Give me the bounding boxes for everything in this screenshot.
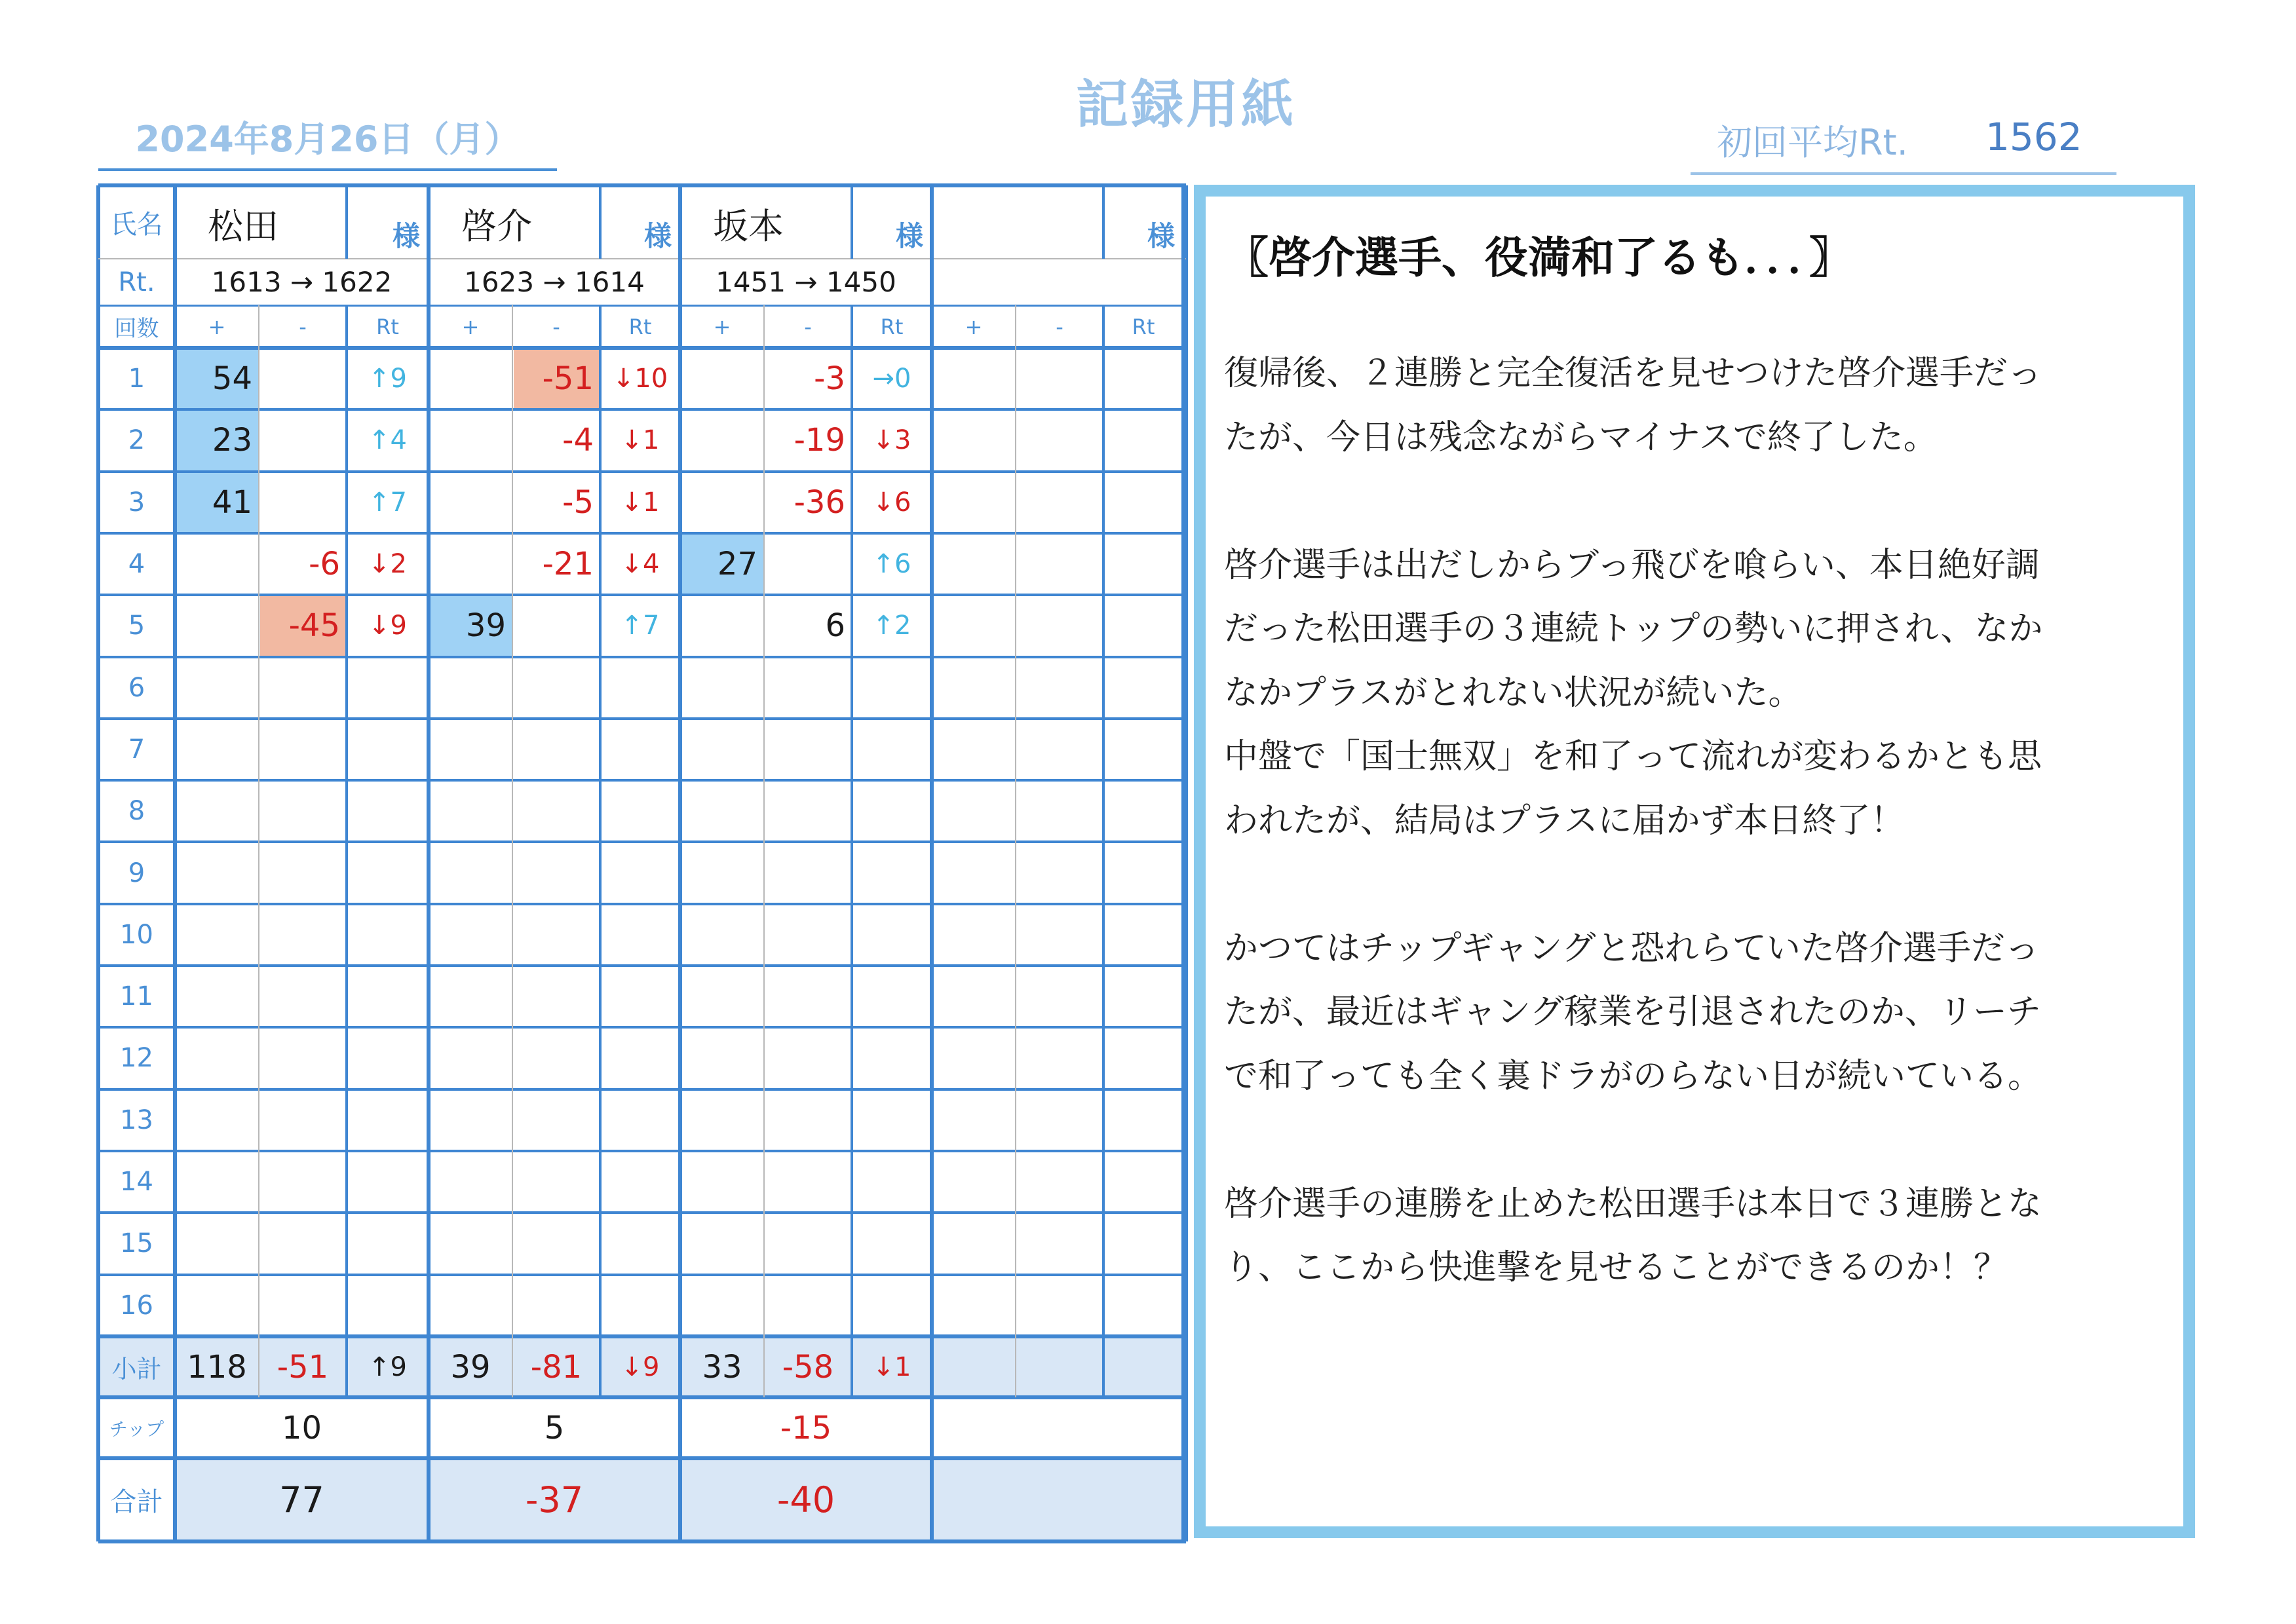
rating-change: ↓10 [612, 364, 668, 394]
comment-line: で和了っても全く裏ドラがのらない日が続いている。 [1224, 1056, 2042, 1096]
minus-header: - [804, 314, 812, 339]
chip-label: チップ [109, 1418, 164, 1440]
subtotal-minus: -58 [782, 1348, 834, 1386]
round-number: 6 [128, 672, 145, 703]
rating-label: Rt. [118, 267, 155, 297]
comment-line: 啓介選手の連勝を止めた松田選手は本日で３連勝とな [1224, 1184, 2042, 1224]
player-name: 坂本 [713, 205, 784, 247]
player-name: 啓介 [461, 205, 532, 247]
player-rating: 1623 → 1614 [464, 266, 645, 298]
minus-header: - [299, 314, 307, 339]
rt-header: Rt [1132, 314, 1155, 339]
minus-column-line [1015, 305, 1016, 1397]
rt-header: Rt [628, 314, 652, 339]
comment-line: り、ここから快進撃を見せることができるのか！？ [1224, 1248, 2008, 1287]
rounds-label: 回数 [114, 316, 159, 342]
round-number: 4 [128, 549, 145, 580]
round-row-line [98, 1274, 1186, 1276]
plus-score: 23 [212, 422, 252, 459]
rating-change: ↑6 [872, 549, 911, 580]
minus-score: -19 [794, 422, 845, 459]
table-top-border [98, 183, 1186, 187]
rating-change: ↓3 [872, 425, 911, 456]
round-number: 7 [128, 734, 145, 765]
comment-line [1224, 1108, 2174, 1173]
subtotal-label: 小計 [111, 1355, 162, 1384]
round-row-line [98, 964, 1186, 967]
rating-change: ↑7 [621, 611, 660, 641]
minus-score: -6 [309, 546, 340, 583]
record-date: 2024年8月26日（月） [98, 111, 557, 171]
comment-line: われたが、結局はプラスに届かず本日終了！ [1224, 801, 1905, 840]
plus-score: 41 [212, 483, 252, 521]
plus-header: + [208, 314, 226, 339]
round-number: 13 [120, 1105, 153, 1135]
comment-line: 中盤で「国士無双」を和了って流れが変わるかとも思 [1224, 737, 2042, 776]
round-number: 14 [120, 1167, 153, 1198]
round-row-line [98, 840, 1186, 843]
subtotal-minus: -51 [277, 1348, 329, 1386]
subtotal-plus: 118 [187, 1348, 247, 1386]
score-table [98, 185, 1186, 1541]
average-rating-label: 初回平均Rt. [1717, 122, 1908, 163]
total-value: -40 [776, 1479, 835, 1520]
rating-change: ↓9 [368, 611, 407, 641]
player-name [965, 191, 1109, 256]
rating-change: ↑9 [368, 364, 407, 394]
chip-value: 5 [544, 1409, 565, 1446]
rating-change: ↓1 [621, 425, 660, 456]
subtotal-rating-change: ↑9 [368, 1351, 407, 1382]
round-number: 5 [128, 611, 145, 641]
comment-line: 啓介選手は出だしからブっ飛びを喰らい、本日絶好調 [1224, 545, 2040, 585]
comment-line: たが、最近はギャング稼業を引退されたのか、リーチ [1224, 992, 2041, 1032]
rating-change: ↓4 [621, 549, 660, 580]
player-rating: 1451 → 1450 [716, 266, 896, 298]
plus-header: + [461, 314, 480, 339]
comment-body [1224, 342, 2174, 1300]
comment-line: だった松田選手の３連続トップの勢いに押され、なか [1224, 609, 2043, 649]
round-number: 12 [120, 1043, 153, 1074]
comment-headline: 〖啓介選手、役満和了るも．．．〗 [1225, 233, 1852, 283]
rating-change: ↓6 [872, 487, 911, 518]
round-row-line [98, 779, 1186, 782]
rt-header: Rt [376, 314, 399, 339]
round-number: 2 [128, 425, 145, 456]
sama-label: 様 [392, 220, 420, 252]
rating-change: →0 [872, 364, 911, 394]
minus-score: -36 [794, 483, 845, 521]
rating-change: ↓2 [368, 549, 407, 580]
sama-label: 様 [895, 220, 923, 252]
plus-header: + [965, 314, 983, 339]
round-row-line [98, 1211, 1186, 1214]
minus-score: -5 [562, 483, 594, 521]
plus-score: 54 [212, 360, 252, 398]
round-row-line [98, 903, 1186, 905]
page-title: 記録用紙 [1076, 74, 1296, 135]
subtotal-rating-change: ↓9 [621, 1351, 660, 1382]
total-value: 77 [279, 1479, 324, 1520]
plus-score: 39 [465, 607, 506, 645]
round-number: 8 [128, 796, 145, 827]
minus-score: -4 [562, 422, 594, 459]
plus-header: + [713, 314, 731, 339]
total-value: -37 [525, 1479, 584, 1520]
name-label: 氏名 [110, 209, 163, 240]
sama-label: 様 [1147, 220, 1175, 252]
round-row-line [98, 1026, 1186, 1029]
minus-header: - [1056, 314, 1063, 339]
round-number: 3 [128, 487, 145, 518]
comment-panel [1194, 185, 2195, 1538]
round-number: 11 [120, 981, 153, 1012]
average-rating-value: 1562 [1985, 115, 2082, 159]
round-row-line [98, 1088, 1186, 1091]
subtotal-plus: 39 [450, 1348, 491, 1386]
chip-value: 10 [281, 1409, 322, 1446]
round-number: 10 [120, 919, 153, 950]
round-number: 15 [120, 1228, 153, 1259]
round-number: 16 [120, 1290, 153, 1321]
plus-score: 27 [717, 546, 757, 583]
rt-column-line [1102, 305, 1105, 1397]
round-row-line [98, 1150, 1186, 1152]
round-row-line [98, 717, 1186, 720]
round-number: 1 [128, 364, 145, 394]
comment-line [1224, 853, 2174, 917]
rating-change: ↑2 [872, 611, 911, 641]
subtotal-minus: -81 [530, 1348, 583, 1386]
rt-header: Rt [880, 314, 904, 339]
round-number: 9 [128, 858, 145, 888]
average-rating [1691, 115, 2116, 175]
minus-header: - [552, 314, 560, 339]
player-rating [932, 259, 1183, 305]
minus-score: -45 [288, 607, 340, 645]
comment-line [1224, 470, 2174, 534]
comment-line: たが、今日は残念ながらマイナスで終了した。 [1224, 417, 1938, 457]
comment-line: 復帰後、２連勝と完全復活を見せつけた啓介選手だっ [1224, 354, 2042, 393]
minus-score: 6 [825, 607, 845, 645]
subtotal-plus: 33 [702, 1348, 742, 1386]
minus-score: -3 [814, 360, 845, 398]
total-label: 合計 [110, 1487, 163, 1517]
sama-label: 様 [643, 220, 672, 252]
player-name: 松田 [208, 205, 278, 247]
rating-change: ↓1 [621, 487, 660, 518]
rating-change: ↑4 [368, 425, 407, 456]
chip-value: -15 [780, 1409, 832, 1446]
minus-score: -21 [542, 546, 594, 583]
subtotal-rating-change: ↓1 [872, 1351, 911, 1382]
comment-line: かつてはチップギャングと恐れらていた啓介選手だっ [1224, 928, 2039, 968]
player-rating: 1613 → 1622 [211, 266, 392, 298]
rating-change: ↑7 [368, 487, 407, 518]
player-column-line [1181, 185, 1185, 1541]
comment-line: なかプラスがとれない状況が続いた。 [1224, 673, 1803, 713]
minus-score: -51 [542, 360, 594, 398]
